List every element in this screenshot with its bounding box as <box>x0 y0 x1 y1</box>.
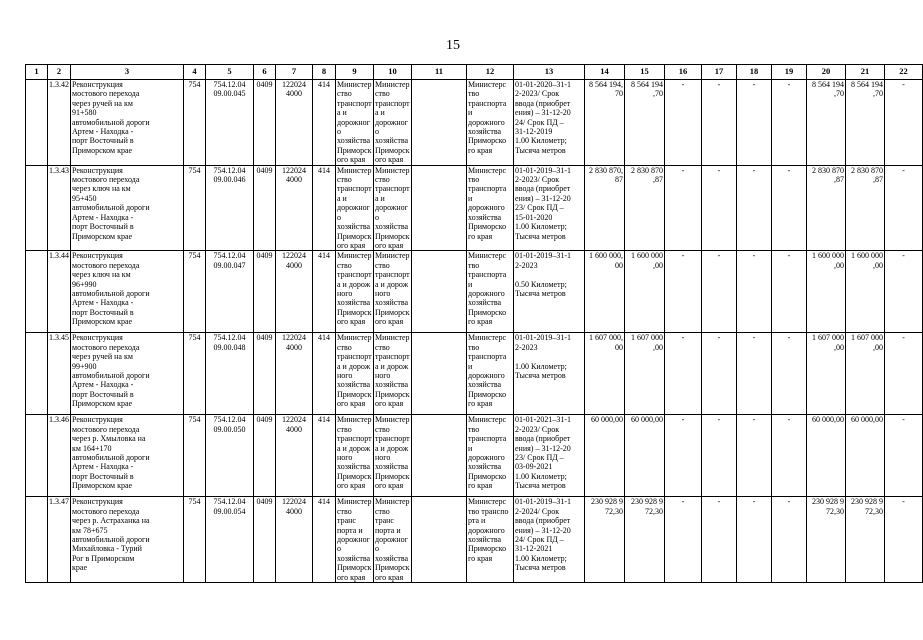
cell-col-16: - <box>665 415 702 497</box>
cell-col-3: Реконструкция мостового перехода через ручей на км 99+900 автомобильной дороги Артем - Находка - порт Восточный в Приморском крае <box>71 333 184 415</box>
cell-col-18: - <box>737 165 772 251</box>
cell-col-19: - <box>772 165 807 251</box>
cell-col-5: 754.12.04 09.00.047 <box>206 251 254 333</box>
column-header-17: 17 <box>702 65 737 80</box>
cell-col-22: - <box>885 80 923 166</box>
cell-col-17: - <box>702 80 737 166</box>
cell-col-5: 754.12.04 09.00.048 <box>206 333 254 415</box>
cell-col-10: Министер ство транспорт а и дорож ного хозяйства Приморск ого края <box>374 251 412 333</box>
column-header-4: 4 <box>184 65 206 80</box>
cell-col-1 <box>26 497 48 583</box>
cell-col-13: 01-01-2019–31-1 2-2024/ Срок ввода (приобрет ения) – 31-12-20 24/ Срок ПД – 31-12-2021 1.00 Километр; Тысяча метров <box>514 497 585 583</box>
table-row <box>26 80 923 166</box>
cell-col-11 <box>412 251 467 333</box>
cell-col-21: 1 600 000 ,00 <box>846 251 885 333</box>
cell-col-5: 754.12.04 09.00.050 <box>206 415 254 497</box>
cell-col-1 <box>26 251 48 333</box>
cell-col-15: 1 600 000 ,00 <box>625 251 665 333</box>
cell-col-17: - <box>702 251 737 333</box>
column-header-2: 2 <box>48 65 71 80</box>
cell-col-18: - <box>737 415 772 497</box>
cell-col-6: 0409 <box>254 497 276 583</box>
cell-col-20: 8 564 194 ,70 <box>807 80 846 166</box>
cell-col-4: 754 <box>184 80 206 166</box>
cell-col-19: - <box>772 497 807 583</box>
column-header-18: 18 <box>737 65 772 80</box>
cell-col-9: Министер ство транспорт а и дорожног о хозяйства Приморск ого края <box>337 80 372 165</box>
cell-col-8: 414 <box>313 165 336 251</box>
cell-col-18: - <box>737 251 772 333</box>
header-row <box>26 65 923 80</box>
cell-col-2: 1.3.47 <box>48 497 71 583</box>
cell-col-3: Реконструкция мостового перехода через р. Астраханка на км 78+675 автомобильной дороги Михайловка - Турий Рог в Приморском крае <box>71 497 184 583</box>
cell-col-13: 01-01-2021–31-1 2-2023/ Срок ввода (приобрет ения) – 31-12-20 23/ Срок ПД – 03-09-2021 1.00 Километр; Тысяча метров <box>514 415 585 497</box>
cell-col-14: 8 564 194, 70 <box>585 80 625 166</box>
column-header-22: 22 <box>885 65 923 80</box>
cell-col-2: 1.3.44 <box>48 251 71 333</box>
cell-col-14: 2 830 870, 87 <box>585 165 625 251</box>
cell-col-3: Реконструкция мостового перехода через р. Хмыловка на км 164+170 автомобильной дороги Артем - Находка - порт Восточный в Приморском крае <box>71 415 184 497</box>
cell-col-15: 8 564 194 ,70 <box>625 80 665 166</box>
cell-col-18: - <box>737 333 772 415</box>
column-header-12: 12 <box>467 65 514 80</box>
cell-col-2: 1.3.42 <box>48 80 71 166</box>
cell-col-10: Министер ство транспорт а и дорож ного хозяйства Приморск ого края <box>374 333 412 415</box>
column-header-13: 13 <box>514 65 585 80</box>
cell-col-8: 414 <box>313 415 336 497</box>
cell-col-15: 2 830 870 ,87 <box>625 165 665 251</box>
table-row <box>26 165 923 251</box>
cell-col-4: 754 <box>184 251 206 333</box>
cell-col-1 <box>26 415 48 497</box>
cell-col-18: - <box>737 80 772 166</box>
cell-col-10: Министер ство транс порта и дорожног о хозяйства Приморск ого края <box>375 497 410 582</box>
cell-col-20: 1 607 000 ,00 <box>807 333 846 415</box>
cell-col-2: 1.3.45 <box>48 333 71 415</box>
cell-col-11 <box>412 80 467 166</box>
cell-col-4: 754 <box>184 333 206 415</box>
cell-col-22: - <box>885 333 923 415</box>
cell-col-11 <box>412 497 467 583</box>
cell-col-11 <box>412 333 467 415</box>
cell-col-22: - <box>885 165 923 251</box>
cell-col-6: 0409 <box>254 333 276 415</box>
cell-col-20: 2 830 870 ,87 <box>807 165 846 251</box>
cell-col-4: 754 <box>184 415 206 497</box>
cell-col-7: 122024 4000 <box>276 251 313 333</box>
cell-col-20: 60 000,00 <box>807 415 846 497</box>
column-header-10: 10 <box>374 65 412 80</box>
cell-col-8: 414 <box>313 80 336 166</box>
column-header-14: 14 <box>585 65 625 80</box>
column-header-5: 5 <box>206 65 254 80</box>
cell-col-17: - <box>702 415 737 497</box>
cell-col-12: Министерс тво транспорта и дорожного хозяйства Приморско го края <box>467 415 514 497</box>
cell-col-20: 230 928 9 72,30 <box>807 497 846 583</box>
register-table <box>25 64 923 583</box>
cell-col-2: 1.3.43 <box>48 165 71 251</box>
cell-col-8: 414 <box>313 497 336 583</box>
column-header-19: 19 <box>772 65 807 80</box>
cell-col-14: 1 607 000, 00 <box>585 333 625 415</box>
cell-col-8: 414 <box>313 251 336 333</box>
cell-col-16: - <box>665 251 702 333</box>
cell-col-2: 1.3.46 <box>48 415 71 497</box>
cell-col-3: Реконструкция мостового перехода через ручей на км 91+580 автомобильной дороги Артем - Находка - порт Восточный в Приморском крае <box>71 80 184 166</box>
cell-col-6: 0409 <box>254 165 276 251</box>
cell-col-7: 122024 4000 <box>276 497 313 583</box>
cell-col-12: Министерс тво транспорта и дорожного хозяйства Приморско го края <box>467 251 514 333</box>
cell-col-16: - <box>665 497 702 583</box>
cell-col-10: Министер ство транспорт а и дорож ного хозяйства Приморск ого края <box>374 415 412 497</box>
cell-col-11 <box>412 415 467 497</box>
cell-col-4: 754 <box>184 165 206 251</box>
cell-col-10: Министер ство транспорт а и дорожног о хозяйства Приморск ого края <box>375 165 410 250</box>
cell-col-21: 8 564 194 ,70 <box>846 80 885 166</box>
cell-col-7: 122024 4000 <box>276 80 313 166</box>
cell-col-15: 1 607 000 ,00 <box>625 333 665 415</box>
cell-col-5: 754.12.04 09.00.054 <box>206 497 254 583</box>
cell-col-6: 0409 <box>254 80 276 166</box>
cell-col-16: - <box>665 80 702 166</box>
cell-col-3: Реконструкция мостового перехода через ключ на км 96+990 автомобильной дороги Артем - Находка - порт Восточный в Приморском крае <box>71 251 184 333</box>
cell-col-9: Министер ство транспорт а и дорож ного хозяйства Приморск ого края <box>336 251 374 333</box>
cell-col-13: 01-01-2019–31-1 2-2023 0.50 Километр; Тысяча метров <box>514 251 585 333</box>
cell-col-21: 1 607 000 ,00 <box>846 333 885 415</box>
cell-col-13: 01-01-2019–31-1 2-2023/ Срок ввода (приобрет ения) – 31-12-20 23/ Срок ПД – 15-01-2020 1.00 Километр; Тысяча метров <box>514 165 585 251</box>
cell-col-16: - <box>665 165 702 251</box>
cell-col-18: - <box>737 497 772 583</box>
cell-col-21: 2 830 870 ,87 <box>846 165 885 251</box>
cell-col-21: 60 000,00 <box>846 415 885 497</box>
cell-col-9: Министер ство транспорт а и дорож ного хозяйства Приморск ого края <box>336 415 374 497</box>
cell-col-17: - <box>702 165 737 251</box>
cell-col-15: 230 928 9 72,30 <box>625 497 665 583</box>
cell-col-14: 60 000,00 <box>585 415 625 497</box>
column-header-15: 15 <box>625 65 665 80</box>
column-header-20: 20 <box>807 65 846 80</box>
cell-col-9: Министер ство транспорт а и дорожног о хозяйства Приморск ого края <box>337 165 372 250</box>
cell-col-20: 1 600 000 ,00 <box>807 251 846 333</box>
cell-col-1 <box>26 165 48 251</box>
column-header-16: 16 <box>665 65 702 80</box>
table-row <box>26 497 923 583</box>
column-header-3: 3 <box>71 65 184 80</box>
cell-col-19: - <box>772 251 807 333</box>
cell-col-7: 122024 4000 <box>276 165 313 251</box>
cell-col-1 <box>26 333 48 415</box>
cell-col-5: 754.12.04 09.00.046 <box>206 165 254 251</box>
cell-col-1 <box>26 80 48 166</box>
cell-col-11 <box>412 165 467 251</box>
column-header-6: 6 <box>254 65 276 80</box>
cell-col-3: Реконструкция мостового перехода через ключ на км 95+450 автомобильной дороги Артем - Находка - порт Восточный в Приморском крае <box>71 165 184 251</box>
cell-col-15: 60 000,00 <box>625 415 665 497</box>
cell-col-14: 1 600 000, 00 <box>585 251 625 333</box>
column-header-7: 7 <box>276 65 313 80</box>
cell-col-12: Министерс тво транспорта и дорожного хозяйства Приморско го края <box>467 333 514 415</box>
cell-col-17: - <box>702 333 737 415</box>
cell-col-8: 414 <box>313 333 336 415</box>
cell-col-4: 754 <box>184 497 206 583</box>
cell-col-10: Министер ство транспорт а и дорожног о хозяйства Приморск ого края <box>375 80 410 165</box>
cell-col-12: Министерс тво транспорта и дорожного хозяйства Приморско го края <box>467 80 514 166</box>
table-row <box>26 251 923 333</box>
cell-col-13: 01-01-2020–31-1 2-2023/ Срок ввода (приобрет ения) – 31-12-20 24/ Срок ПД – 31-12-2019 1.00 Километр; Тысяча метров <box>514 80 585 166</box>
table-row <box>26 333 923 415</box>
cell-col-7: 122024 4000 <box>276 333 313 415</box>
cell-col-6: 0409 <box>254 251 276 333</box>
cell-col-12: Министерс тво транспо рта и дорожного хозяйства Приморско го края <box>467 497 514 583</box>
cell-col-5: 754.12.04 09.00.045 <box>206 80 254 166</box>
cell-col-16: - <box>665 333 702 415</box>
column-header-9: 9 <box>336 65 374 80</box>
column-header-8: 8 <box>313 65 336 80</box>
column-header-11: 11 <box>412 65 467 80</box>
cell-col-21: 230 928 9 72,30 <box>846 497 885 583</box>
cell-col-6: 0409 <box>254 415 276 497</box>
cell-col-19: - <box>772 80 807 166</box>
cell-col-12: Министерс тво транспорта и дорожного хозяйства Приморско го края <box>467 165 514 251</box>
cell-col-9: Министер ство транспорт а и дорож ного хозяйства Приморск ого края <box>336 333 374 415</box>
table-row <box>26 415 923 497</box>
cell-col-22: - <box>885 251 923 333</box>
column-header-1: 1 <box>26 65 48 80</box>
cell-col-22: - <box>885 415 923 497</box>
page-number: 15 <box>446 38 460 53</box>
cell-col-19: - <box>772 415 807 497</box>
cell-col-19: - <box>772 333 807 415</box>
cell-col-7: 122024 4000 <box>276 415 313 497</box>
cell-col-13: 01-01-2019–31-1 2-2023 1.00 Километр; Тысяча метров <box>514 333 585 415</box>
cell-col-22: - <box>885 497 923 583</box>
cell-col-17: - <box>702 497 737 583</box>
cell-col-9: Министер ство транс порта и дорожног о хозяйства Приморск ого края <box>337 497 372 582</box>
cell-col-14: 230 928 9 72,30 <box>585 497 625 583</box>
column-header-21: 21 <box>846 65 885 80</box>
